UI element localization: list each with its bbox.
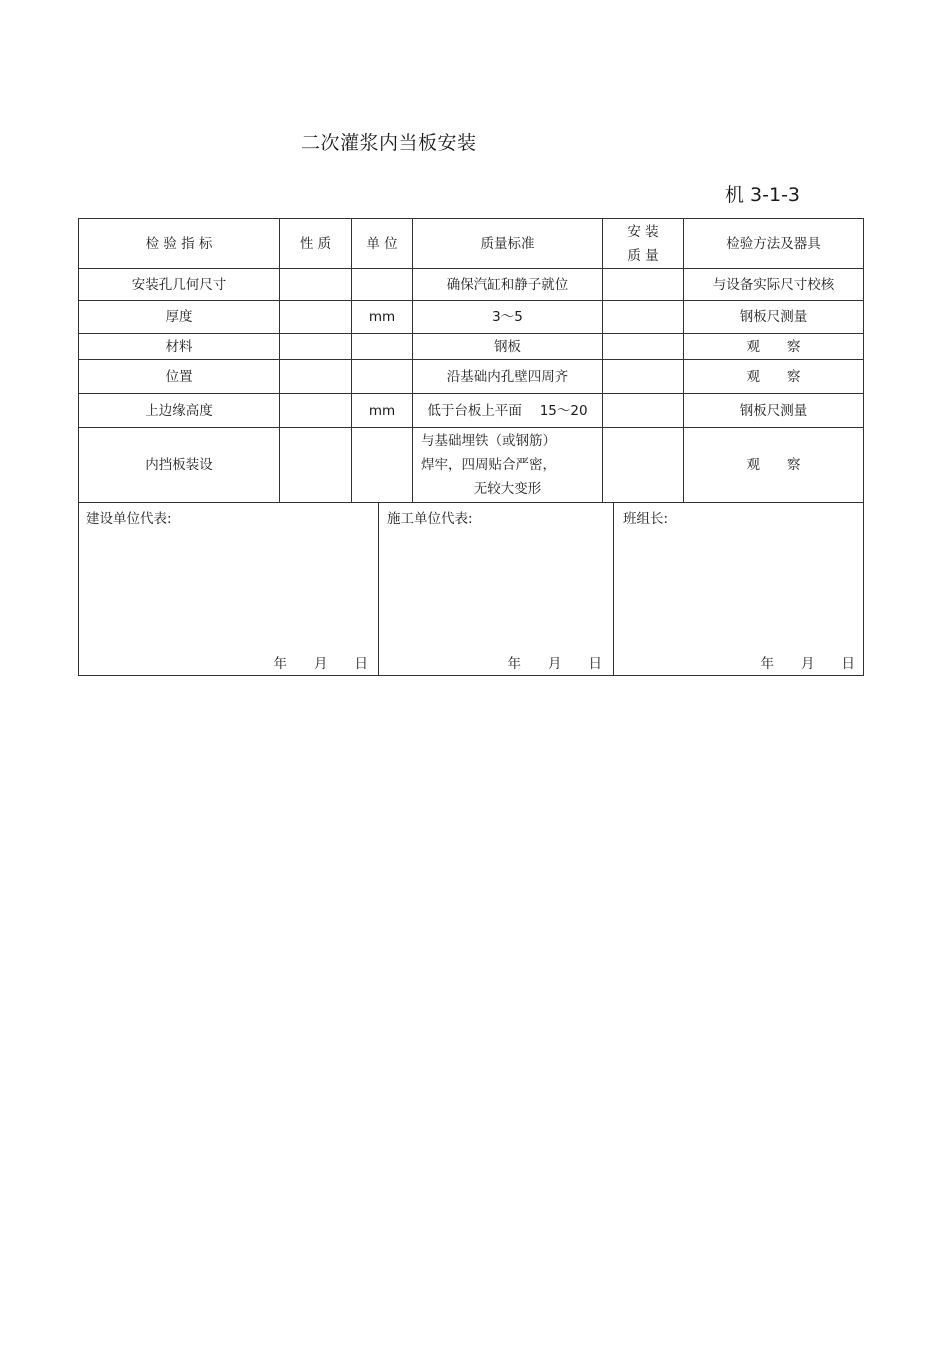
- cell-nature: [280, 360, 352, 394]
- signature-label: 建设单位代表:: [86, 511, 172, 527]
- header-method: 检验方法及器具: [684, 219, 864, 269]
- cell-nature: [280, 334, 352, 360]
- cell-method: 观 察: [684, 334, 864, 360]
- cell-standard: 低于台板上平面 15～20: [413, 394, 603, 428]
- cell-method: 钢板尺测量: [684, 394, 864, 428]
- cell-unit: mm: [352, 394, 413, 428]
- cell-standard: 确保汽缸和静子就位: [413, 269, 603, 301]
- cell-nature: [280, 394, 352, 428]
- cell-indicator: 位置: [79, 360, 280, 394]
- cell-nature: [280, 301, 352, 334]
- cell-unit: mm: [352, 301, 413, 334]
- standard-line: 与基础埋铁（或钢筋）: [421, 433, 556, 449]
- cell-unit: [352, 334, 413, 360]
- cell-unit: [352, 360, 413, 394]
- standard-line: 无较大变形: [473, 481, 542, 497]
- cell-quality: [603, 334, 684, 360]
- cell-nature: [280, 269, 352, 301]
- header-nature: 性 质: [280, 219, 352, 269]
- inspection-table: [78, 218, 864, 503]
- cell-quality: [603, 269, 684, 301]
- header-unit: 单 位: [352, 219, 413, 269]
- cell-standard: 沿基础内孔壁四周齐: [413, 360, 603, 394]
- cell-method: 观 察: [684, 428, 864, 503]
- cell-standard: 钢板: [413, 334, 603, 360]
- signature-date: 年 月 日: [760, 656, 855, 672]
- cell-indicator: 安装孔几何尺寸: [79, 269, 280, 301]
- cell-indicator: 厚度: [79, 301, 280, 334]
- table-header-row: [79, 219, 864, 269]
- cell-standard: [413, 428, 603, 503]
- cell-quality: [603, 428, 684, 503]
- header-quality-line1: 安 装: [627, 223, 659, 240]
- cell-unit: [352, 428, 413, 503]
- table-row: [79, 269, 864, 301]
- cell-quality: [603, 394, 684, 428]
- table-row: [79, 301, 864, 334]
- cell-unit: [352, 269, 413, 301]
- header-quality-line2: 质 量: [627, 247, 659, 264]
- cell-method: 钢板尺测量: [684, 301, 864, 334]
- standard-line: 焊牢，四周贴合严密，: [421, 457, 556, 473]
- cell-nature: [280, 428, 352, 503]
- cell-indicator: 上边缘高度: [79, 394, 280, 428]
- cell-standard: 3～5: [413, 301, 603, 334]
- table-row: [79, 334, 864, 360]
- signature-date: 年 月 日: [507, 656, 602, 672]
- signature-box-contractor: [378, 502, 614, 676]
- signature-box-owner: [78, 502, 379, 676]
- signature-box-team-leader: [613, 502, 864, 676]
- header-indicator: 检 验 指 标: [79, 219, 280, 269]
- cell-quality: [603, 360, 684, 394]
- cell-method: 与设备实际尺寸校核: [684, 269, 864, 301]
- cell-indicator: 内挡板装设: [79, 428, 280, 503]
- table-row: [79, 360, 864, 394]
- signature-date: 年 月 日: [273, 656, 368, 672]
- page-title: 二次灌浆内当板安装: [301, 132, 477, 154]
- header-standard: 质量标准: [413, 219, 603, 269]
- cell-quality: [603, 301, 684, 334]
- signature-label: 班组长:: [623, 511, 669, 527]
- table-row: [79, 394, 864, 428]
- signature-label: 施工单位代表:: [387, 511, 473, 527]
- form-code: 机 3-1-3: [725, 184, 801, 206]
- table-row: [79, 428, 864, 503]
- header-quality: [603, 219, 684, 269]
- cell-method: 观 察: [684, 360, 864, 394]
- cell-indicator: 材料: [79, 334, 280, 360]
